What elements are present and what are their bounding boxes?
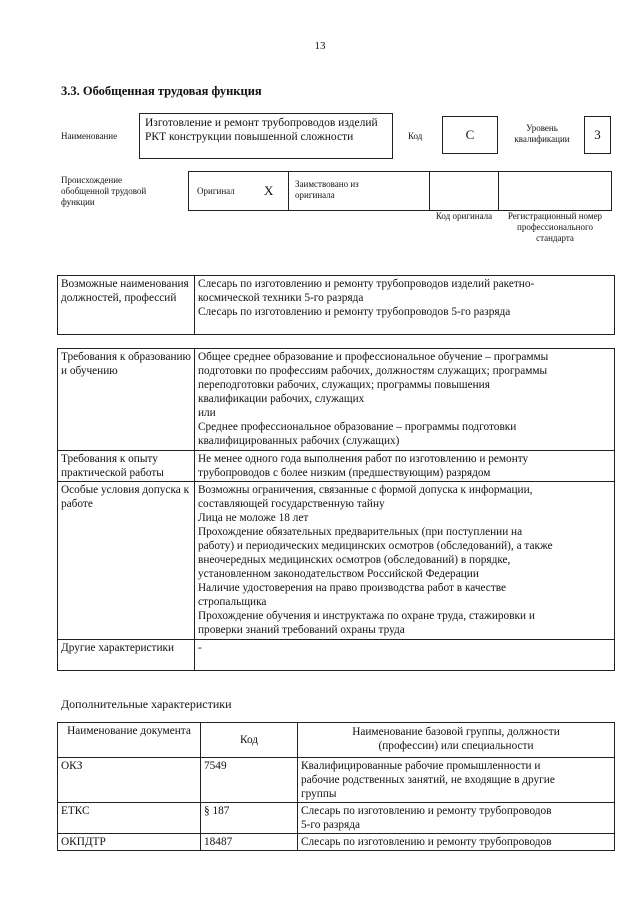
origin-reg-cell xyxy=(498,171,612,211)
row-doc: ЕТКС xyxy=(58,803,201,834)
section-title: 3.3. Обобщенная трудовая функция xyxy=(61,84,262,98)
origin-code-cell xyxy=(429,171,499,211)
text-line: стропальщика xyxy=(198,596,267,608)
code-value: C xyxy=(442,116,498,154)
text-line: Квалифицированные рабочие промышленности и xyxy=(301,760,541,772)
origin-borrowed-cell xyxy=(288,171,430,211)
row-group xyxy=(298,834,615,851)
row-doc: ОКПДТР xyxy=(58,834,201,851)
row-code: 18487 xyxy=(201,834,298,851)
level-label: Уровень квалификации xyxy=(514,123,570,144)
other-value xyxy=(195,640,615,671)
positions-value xyxy=(195,276,615,335)
text-line: 5-го разряда xyxy=(301,819,360,831)
text-line: Не менее одного года выполнения работ по изготовлению и ремонту xyxy=(198,453,529,465)
text-line: или xyxy=(198,407,216,419)
text-line: Прохождение обучения и инструктажа по охране труда, стажировки и xyxy=(198,610,535,622)
special-conditions-label: Особые условия допуска к работе xyxy=(58,482,195,640)
text-line: Прохождение обязательных предварительных (при поступлении на xyxy=(198,526,523,538)
text-line: Общее среднее образование и профессиональное обучение – программы xyxy=(198,351,549,363)
text-line: подготовки по профессиям рабочих, должностям служащих; программы xyxy=(198,365,548,377)
position-line: космической техники 5-го разряда xyxy=(198,292,364,304)
education-label: Требования к образованию и обучению xyxy=(58,349,195,451)
text-line: Возможны ограничения, связанные с формой допуска к информации, xyxy=(198,484,533,496)
name-label: Наименование xyxy=(61,131,118,141)
text-line: квалификации рабочих, служащих xyxy=(198,393,365,405)
row-group xyxy=(298,758,615,803)
original-mark: X xyxy=(264,183,274,198)
text-line: группы xyxy=(301,788,337,800)
text-line: - xyxy=(198,642,202,654)
text-line: Слесарь по изготовлению и ремонту трубопроводов xyxy=(301,805,552,817)
text-line: рабочие родственных занятий, не входящие в другие xyxy=(301,774,555,786)
name-value: Изготовление и ремонт трубопроводов изделий РКТ конструкции повышенной сложности xyxy=(139,113,393,159)
text-line: установленном законодательством Российской Федерации xyxy=(198,568,479,580)
experience-value xyxy=(195,451,615,482)
row-code: 7549 xyxy=(201,758,298,803)
additional-title: Дополнительные характеристики xyxy=(61,697,232,711)
experience-label: Требования к опыту практической работы xyxy=(58,451,195,482)
original-label: Оригинал xyxy=(197,186,235,196)
row-code: § 187 xyxy=(201,803,298,834)
text-line: внеочередных медицинских осмотров (обследований) в порядке, xyxy=(198,554,511,566)
borrowed-label: Заимствовано из оригинала xyxy=(295,179,359,200)
text-line: проверки знаний требований охраны труда xyxy=(198,624,405,636)
special-conditions-value xyxy=(195,482,615,640)
positions-label: Возможные наименования должностей, профессий xyxy=(58,276,195,335)
text-line: Лица не моложе 18 лет xyxy=(198,512,309,524)
origin-original-cell xyxy=(188,171,289,211)
page-number: 13 xyxy=(314,40,326,52)
row-group xyxy=(298,803,615,834)
code-label: Код xyxy=(408,131,423,141)
position-line: Слесарь по изготовлению и ремонту трубопроводов 5-го разряда xyxy=(198,306,511,318)
row-doc: ОКЗ xyxy=(58,758,201,803)
code-caption: Код оригинала xyxy=(435,211,493,221)
reg-caption: Регистрационный номер профессионального стандарта xyxy=(507,211,603,243)
text-line: работу) и периодических медицинских осмотров (обследований), а также xyxy=(198,540,553,552)
text-line: Слесарь по изготовлению и ремонту трубопроводов xyxy=(301,836,552,848)
other-label: Другие характеристики xyxy=(58,640,195,671)
positions-table xyxy=(57,275,615,335)
header-group: Наименование базовой группы, должности (профессии) или специальности xyxy=(298,723,615,758)
requirements-table xyxy=(57,348,615,671)
text-line: трубопроводов с более низким (предшествующим) разрядом xyxy=(198,467,491,479)
text-line: переподготовки рабочих, служащих; программы повышения xyxy=(198,379,490,391)
additional-table xyxy=(57,722,615,851)
text-line: Наличие удостоверения на право производства работ в качестве xyxy=(198,582,507,594)
text-line: Среднее профессиональное образование – программы подготовки xyxy=(198,421,517,433)
header-doc: Наименование документа xyxy=(58,723,201,758)
level-value: 3 xyxy=(584,116,611,154)
origin-label: Происхождение обобщенной трудовой функции xyxy=(61,175,147,207)
education-value xyxy=(195,349,615,451)
position-line: Слесарь по изготовлению и ремонту трубопроводов изделий ракетно- xyxy=(198,278,535,290)
header-code: Код xyxy=(201,723,298,758)
text-line: квалифицированных рабочих (служащих) xyxy=(198,435,400,447)
text-line: составляющей государственную тайну xyxy=(198,498,385,510)
